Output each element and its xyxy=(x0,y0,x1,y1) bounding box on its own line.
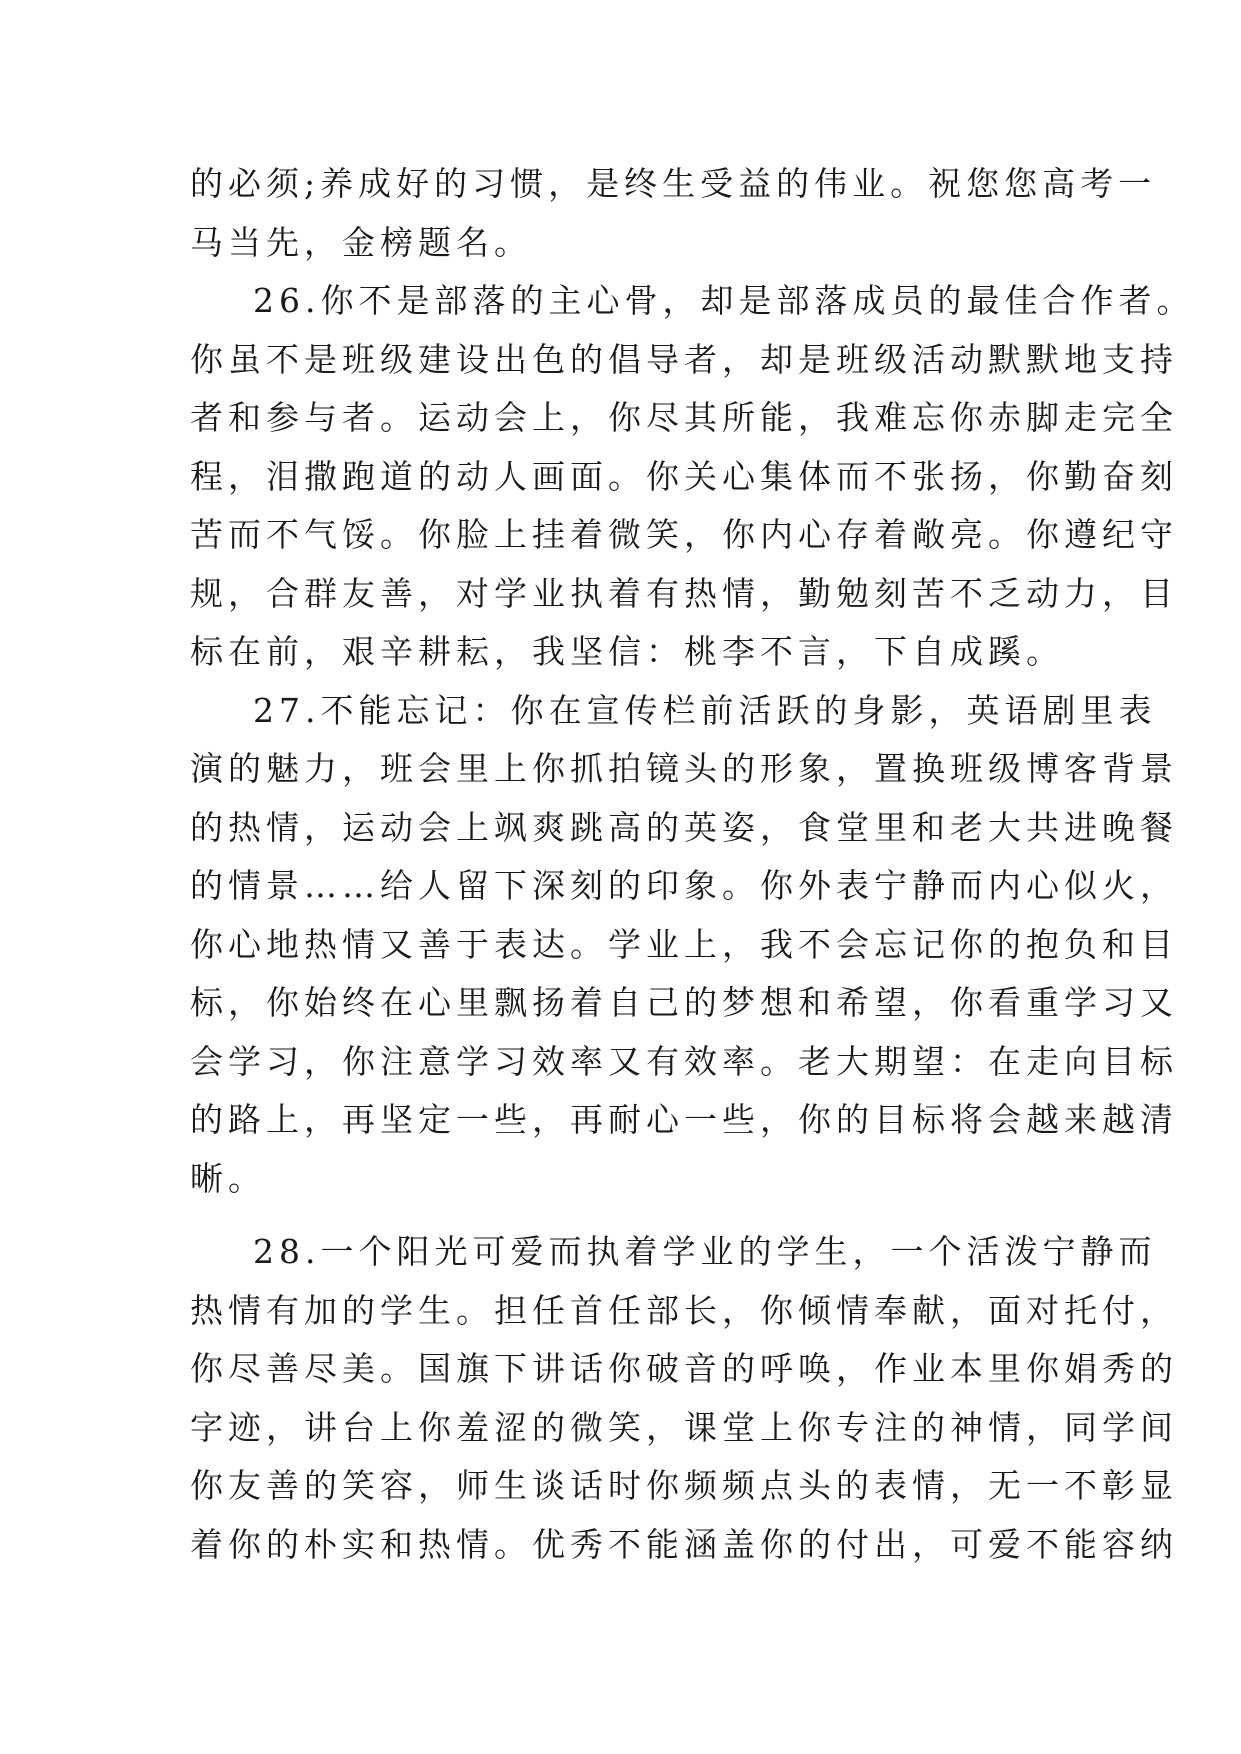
text-line: 程，泪撒跑道的动人画面。你关心集体而不张扬，你勤奋刻 xyxy=(190,456,1178,496)
text-line: 的热情，运动会上飒爽跳高的英姿，食堂里和老大共进晚餐 xyxy=(190,807,1178,847)
text-line: 字迹，讲台上你羞涩的微笑，课堂上你专注的神情，同学间 xyxy=(190,1407,1178,1447)
text-line: 标在前，艰辛耕耘，我坚信：桃李不言，下自成蹊。 xyxy=(190,632,1064,671)
text-line: 你尽善尽美。国旗下讲话你破音的呼唤，作业本里你娟秀的 xyxy=(190,1349,1178,1388)
text-line: 的情景……给人留下深刻的印象。你外表宁静而内心似火， xyxy=(190,866,1178,905)
paragraph-gap xyxy=(190,1208,1070,1223)
text-line: 你虽不是班级建设出色的倡导者，却是班级活动默默地支持 xyxy=(190,339,1178,379)
paragraph-first-line: 27.不能忘记：你在宣传栏前活跃的身影，英语剧里表 xyxy=(253,690,1157,730)
text-line: 的路上，再坚定一些，再耐心一些，你的目标将会越来越清 xyxy=(190,1100,1178,1139)
text-line: 会学习，你注意学习效率又有效率。老大期望：在走向目标 xyxy=(190,1041,1178,1081)
text-line: 的必须;养成好的习惯，是终生受益的伟业。祝您您高考一 xyxy=(190,164,1157,203)
text-line: 晰。 xyxy=(190,1158,266,1198)
text-line: 马当先，金榜题名。 xyxy=(190,222,532,262)
text-line: 你心地热情又善于表达。学业上，我不会忘记你的抱负和目 xyxy=(190,924,1178,964)
body-text xyxy=(190,155,1195,1574)
paragraph-27 xyxy=(190,682,1178,1209)
text-line: 者和参与者。运动会上，你尽其所能，我难忘你赤脚走完全 xyxy=(190,398,1178,437)
text-line: 演的魅力，班会里上你抓拍镜头的形象，置换班级博客背景 xyxy=(190,749,1178,788)
text-line: 热情有加的学生。担任首任部长，你倾情奉献，面对托付， xyxy=(190,1290,1178,1330)
text-line: 规，合群友善，对学业执着有热情，勤勉刻苦不乏动力，目 xyxy=(190,573,1178,613)
text-line: 着你的朴实和热情。优秀不能涵盖你的付出，可爱不能容纳 xyxy=(190,1524,1178,1564)
text-line: 标，你始终在心里飘扬着自己的梦想和希望，你看重学习又 xyxy=(190,983,1178,1022)
paragraph-first-line: 28.一个阳光可爱而执着学业的学生，一个活泼宁静而 xyxy=(253,1232,1157,1271)
paragraph-28 xyxy=(190,1223,1178,1574)
paragraph-first-line: 26.你不是部落的主心骨，却是部落成员的最佳合作者。 xyxy=(253,281,1195,320)
text-line: 苦而不气馁。你脸上挂着微笑，你内心存着敞亮。你遵纪守 xyxy=(190,515,1178,554)
text-line: 你友善的笑容，师生谈话时你频频点头的表情，无一不彰显 xyxy=(190,1466,1178,1505)
paragraph-continuation xyxy=(190,155,1157,272)
paragraph-26 xyxy=(190,272,1195,682)
